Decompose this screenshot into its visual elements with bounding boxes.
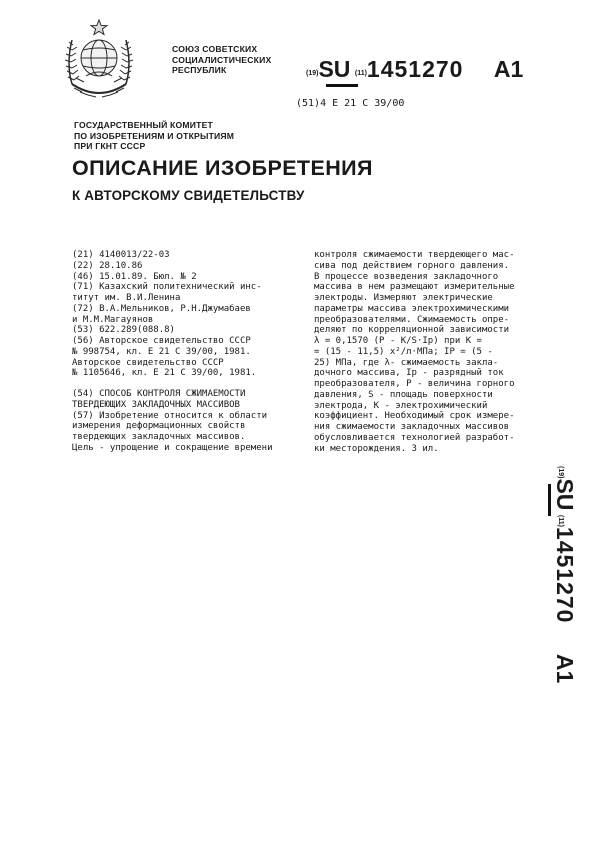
- abstract-line: 25) МПа, где λ- сжимаемость закла-: [314, 357, 499, 368]
- committee-header: [74, 120, 234, 152]
- abstract-line: преобразователями. Сжимаемость опре-: [314, 314, 510, 325]
- biblio-line: (53) 622.289(088.8): [72, 325, 175, 336]
- abstract-line: измерения деформационных свойств: [72, 421, 246, 432]
- abstract-line: коэффициент. Необходимый срок измере-: [314, 411, 515, 422]
- biblio-line: (46) 15.01.89. Бюл. № 2: [72, 271, 197, 282]
- committee-line: ПО ИЗОБРЕТЕНИЯМ И ОТКРЫТИЯМ: [74, 130, 235, 141]
- number-code-label: (11): [354, 70, 367, 77]
- abstract-line: В процессе возведения закладочного: [314, 271, 499, 282]
- abstract-line: (54) СПОСОБ КОНТРОЛЯ СЖИМАЕМОСТИ: [72, 389, 246, 399]
- abstract-line: сива под действием горного давления.: [314, 260, 510, 271]
- ipc-classification: (51)4 Е 21 С 39/00: [296, 98, 405, 109]
- abstract-line: ки месторождения. 3 ил.: [314, 443, 439, 454]
- abstract-line: ТВЕРДЕЮЩИХ ЗАКЛАДОЧНЫХ МАССИВОВ: [72, 399, 240, 410]
- country-code: SU: [552, 478, 578, 511]
- document-subtitle: К АВТОРСКОМУ СВИДЕТЕЛЬСТВУ: [72, 188, 305, 203]
- side-patent-number: [551, 466, 578, 683]
- abstract-line: деляют по корреляционной зависимости: [314, 325, 510, 336]
- union-line: СОЦИАЛИСТИЧЕСКИХ: [172, 54, 272, 65]
- state-emblem: [62, 18, 136, 102]
- side-country-underline: [548, 484, 551, 516]
- biblio-line: (71) Казахский политехнический инс-: [72, 282, 262, 293]
- abstract-line: электрода, K - электрохимический: [314, 400, 488, 411]
- biblio-line: (21) 4140013/22-03: [72, 250, 170, 260]
- section-gap: [72, 379, 298, 389]
- patent-kind: A1: [552, 653, 578, 684]
- abstract-line: электроды. Измеряют электрические: [314, 293, 493, 303]
- formula-line: = (15 - 11,5) x²/л·МПа; IP = (5 -: [314, 346, 493, 357]
- biblio-line: (72) В.А.Мельников, Р.Н.Джумабаев: [72, 303, 251, 314]
- abstract-line: Цель - упрощение и сокращение времени: [72, 442, 273, 453]
- abstract-line: преобразователя, P - величина горного: [314, 379, 515, 389]
- abstract-line: давления, S - площадь поверхности: [314, 389, 493, 400]
- biblio-line: и М.М.Магауянов: [72, 314, 154, 325]
- number-code-label: (11): [557, 514, 564, 527]
- country-code-label: (19): [557, 466, 564, 479]
- biblio-line: № 1105646, кл. Е 21 С 39/00, 1981.: [72, 368, 257, 379]
- biblio-line: титут им. В.И.Ленина: [72, 293, 181, 303]
- union-line: РЕСПУБЛИК: [172, 65, 227, 75]
- patent-kind: A1: [493, 56, 524, 82]
- left-column: [72, 250, 298, 454]
- biblio-line: (56) Авторское свидетельство СССР: [72, 336, 251, 346]
- union-line: СОЮЗ СОВЕТСКИХ: [172, 44, 258, 54]
- country-code: SU: [318, 56, 351, 82]
- abstract-line: контроля сжимаемости твердеющего мас-: [314, 250, 515, 260]
- abstract-line: твердеющих закладочных массивов.: [72, 432, 246, 442]
- document-title: ОПИСАНИЕ ИЗОБРЕТЕНИЯ: [72, 156, 373, 180]
- abstract-line: массива в нем размещают измерительные: [314, 282, 515, 293]
- abstract-line: дочного массива, Iр - разрядный ток: [314, 368, 504, 379]
- biblio-line: (22) 28.10.86: [72, 260, 143, 271]
- committee-line: ГОСУДАРСТВЕННЫЙ КОМИТЕТ: [74, 120, 213, 130]
- abstract-line: (57) Изобретение относится к области: [72, 410, 268, 421]
- biblio-line: № 998754, кл. Е 21 С 39/00, 1981.: [72, 346, 251, 357]
- right-column: [314, 250, 544, 454]
- abstract-line: обусловливается технологией разработ-: [314, 432, 515, 443]
- union-header: [172, 44, 271, 76]
- committee-line: ПРИ ГКНТ СССР: [74, 141, 146, 151]
- country-underline: [326, 84, 358, 87]
- patent-number: 1451270: [366, 56, 464, 82]
- country-code-label: (19): [306, 70, 319, 77]
- biblio-line: Авторское свидетельство СССР: [72, 357, 224, 368]
- formula-line: λ = 0,1570 (P - K/S·Iр) при K =: [314, 336, 482, 346]
- patent-number: 1451270: [552, 526, 578, 624]
- abstract-line: параметры массива электрохимическими: [314, 303, 510, 314]
- abstract-line: ния сжимаемости закладочных массивов: [314, 422, 510, 432]
